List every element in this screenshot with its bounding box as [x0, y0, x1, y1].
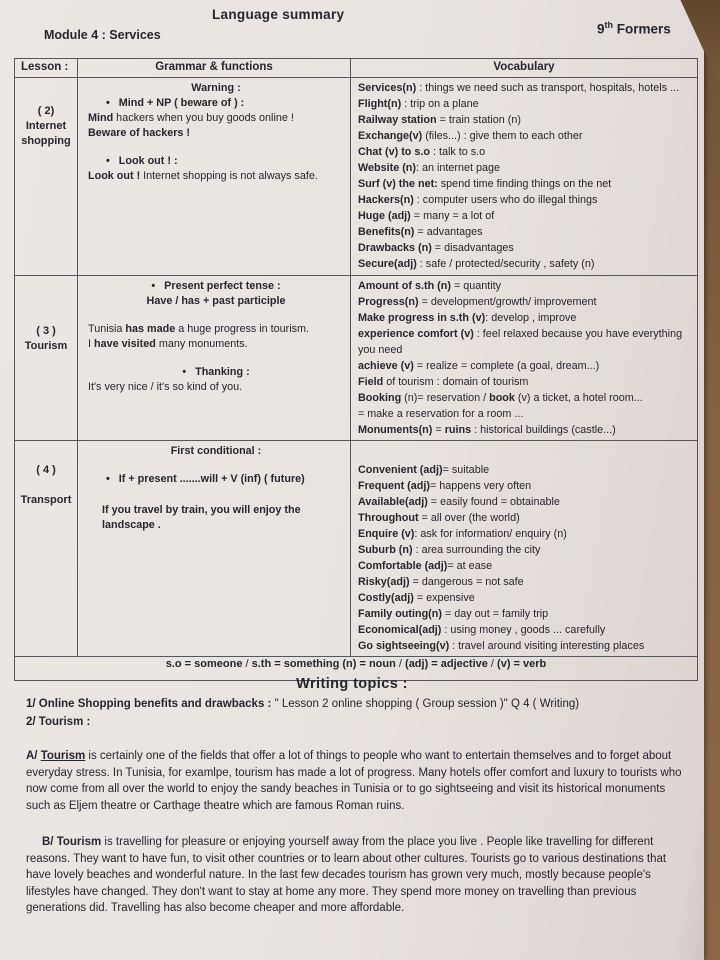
text-segment: Amount of s.th (n) — [358, 280, 451, 292]
text-segment: : area surrounding the city — [412, 544, 541, 556]
text-segment: = suitable — [442, 464, 490, 476]
paragraph-b — [26, 834, 690, 917]
lesson-line: Transport — [20, 494, 72, 506]
text-segment: Comfortable (adj) — [358, 560, 448, 572]
text-segment: Benefits(n) — [358, 226, 415, 238]
text-segment: Enquire (v) — [358, 528, 415, 540]
table-row-lesson-3-tourism — [15, 276, 698, 441]
text-segment: = easily found = obtainable — [427, 496, 560, 508]
text-segment: First conditional : — [170, 445, 262, 457]
text-segment: Booking — [358, 392, 402, 404]
vocab-line — [358, 144, 693, 160]
text-segment: Tunisia — [88, 323, 126, 335]
text-segment: many monuments. — [155, 338, 248, 350]
text-segment: Exchange(v) — [358, 130, 423, 142]
text-segment: Convenient (adj) — [358, 464, 443, 476]
lesson-cell-lesson-2-internet-shopping — [15, 78, 78, 276]
text-segment: is certainly one of the fields that offer a lot of things to people who want to entertain themselves and to forget about everyday stress. In Tunisia, for examlpe, tourism has made a lot of progress. Many hotels offer comfort and luxury to tourists who now come from all over the world to enjoy the sandy beaches in Tunisia or to go sightseeing and visit its historical monuments such as Eljem theatre or Carthage theatre which are famous Roman ruins. — [26, 750, 682, 812]
text-segment: (adj) = adjective — [405, 658, 488, 670]
grammar-line — [88, 126, 344, 141]
vocab-line — [358, 112, 693, 128]
text-segment: = expensive — [413, 592, 475, 604]
text-segment: spend time finding things on the net — [437, 178, 612, 190]
text-segment: / — [242, 658, 252, 670]
text-segment: Available(adj) — [358, 496, 428, 508]
table-row-lesson-2-internet-shopping — [15, 78, 698, 276]
vocab-line — [358, 358, 693, 374]
grammar-line — [88, 503, 344, 533]
text-segment: : feel relaxed because you have everything you need — [358, 328, 683, 356]
text-segment: Drawbacks (n) — [358, 242, 432, 254]
text-segment: : travel around visiting interesting places — [449, 640, 645, 652]
text-segment: has made — [125, 323, 176, 335]
text-segment: : an internet page — [416, 162, 501, 174]
vocab-cell-lesson-2-internet-shopping — [351, 78, 698, 276]
vocab-line — [358, 278, 693, 294]
lesson-line: ( 3 ) — [36, 325, 56, 337]
text-segment: Monuments(n) — [358, 424, 433, 436]
grammar-line — [88, 81, 344, 96]
vocab-cell-lesson-3-tourism — [351, 276, 698, 441]
text-segment: / — [395, 658, 406, 670]
text-segment: If + present .......will + V (inf) ( future) — [118, 473, 305, 485]
text-segment: = development/growth/ improvement — [418, 296, 597, 308]
text-segment: hackers when you buy goods online ! — [113, 112, 294, 124]
vocab-line — [358, 462, 693, 478]
vocab-line — [358, 390, 693, 406]
vocab-line — [358, 526, 693, 542]
text-segment: = quantity — [450, 280, 502, 292]
text-segment: Secure(adj) — [358, 258, 417, 270]
vocab-line — [358, 192, 693, 208]
document-header — [0, 0, 704, 56]
text-segment: A/ — [26, 750, 41, 762]
vocab-line — [358, 422, 693, 438]
text-segment: (v) a ticket, a hotel room... — [514, 392, 643, 404]
grammar-line — [88, 472, 344, 487]
vocab-line — [358, 494, 693, 510]
text-segment: of tourism : domain of tourism — [383, 376, 529, 388]
text-segment: (v) = verb — [497, 658, 547, 670]
text-segment: : talk to s.o — [429, 146, 486, 158]
text-segment: Tourism — [40, 750, 86, 762]
text-segment: : using money , goods ... carefully — [441, 624, 606, 636]
vocab-line — [358, 590, 693, 606]
vocab-line — [358, 310, 693, 326]
module-heading: Module 4 : Services — [44, 28, 161, 42]
text-segment: Services(n) — [358, 82, 417, 94]
text-segment: : historical buildings (castle...) — [471, 424, 616, 436]
vocab-line — [358, 128, 693, 144]
text-segment: = make a reservation for a room ... — [358, 408, 524, 420]
vocab-line — [358, 478, 693, 494]
vocab-line — [358, 406, 693, 422]
text-segment: = disadvantages — [431, 242, 514, 254]
vocab-line — [358, 224, 693, 240]
text-segment: 1/ Online Shopping benefits and drawbacks : — [26, 698, 272, 710]
text-segment: B/ Tourism — [42, 836, 102, 848]
grammar-line — [88, 154, 344, 169]
text-segment: = — [432, 424, 445, 436]
vocab-line — [358, 622, 693, 638]
vocab-line — [358, 374, 693, 390]
text-segment: experience comfort (v) — [358, 328, 474, 340]
text-segment: Mind — [88, 112, 114, 124]
text-segment: Hackers(n) — [358, 194, 414, 206]
lesson-line: Tourism — [24, 340, 68, 352]
vocab-line — [358, 542, 693, 558]
vocab-line — [358, 256, 693, 272]
text-segment: Family outing(n) — [358, 608, 442, 620]
text-segment: : trip on a plane — [401, 98, 479, 110]
writing-topics-list — [0, 696, 704, 730]
text-segment: Railway station — [358, 114, 437, 126]
lesson-cell-lesson-4-transport — [15, 441, 78, 657]
grammar-line — [88, 380, 344, 395]
text-segment: Huge (adj) — [358, 210, 411, 222]
text-segment: (n)= reservation / — [401, 392, 490, 404]
language-summary-table — [14, 58, 698, 681]
grammar-cell-lesson-2-internet-shopping — [78, 78, 351, 276]
text-segment: Warning : — [191, 82, 241, 94]
text-segment: s.o = someone — [165, 658, 243, 670]
page-title: Language summary — [212, 7, 345, 22]
text-segment: Field — [358, 376, 384, 388]
text-segment: Make progress in s.th (v) — [358, 312, 486, 324]
text-segment: Progress(n) — [358, 296, 419, 308]
vocab-line — [358, 326, 693, 358]
vocab-line — [358, 510, 693, 526]
text-segment: It's very nice / it's so kind of you. — [88, 381, 243, 393]
text-segment: Look out ! — [88, 170, 141, 182]
text-segment: Mind + NP ( beware of ) : — [118, 97, 245, 109]
grammar-line — [88, 111, 344, 126]
text-segment: Present perfect tense : — [164, 280, 281, 292]
vocab-line — [358, 638, 693, 654]
text-segment: = all over (the world) — [418, 512, 520, 524]
vocab-line — [358, 606, 693, 622]
formers-word: Formers — [613, 21, 671, 37]
vocab-line — [358, 208, 693, 224]
text-segment: achieve (v) — [358, 360, 414, 372]
text-segment: = day out = family trip — [441, 608, 549, 620]
lesson-line: shopping — [21, 135, 71, 147]
lesson-line — [16, 478, 76, 493]
text-segment: Costly(adj) — [358, 592, 414, 604]
text-segment: = advantages — [414, 226, 483, 238]
lesson-line: ( 4 ) — [36, 464, 56, 476]
lesson-line: Internet — [25, 120, 67, 132]
text-segment: : ask for information/ enquiry (n) — [414, 528, 567, 540]
formers-ordinal: th — [604, 20, 614, 30]
text-segment: Internet shopping is not always safe. — [140, 170, 318, 182]
vocab-line — [358, 176, 693, 192]
text-segment: 2/ Tourism : — [26, 716, 91, 728]
text-segment: Surf (v) the net: — [358, 178, 438, 190]
grammar-line — [88, 337, 344, 352]
grammar-line — [88, 322, 344, 337]
text-segment: ruins — [444, 424, 472, 436]
writing-topics-section — [0, 676, 704, 917]
col-header-grammar: Grammar & functions — [78, 59, 351, 78]
text-segment: : develop , improve — [485, 312, 577, 324]
text-segment: Flight(n) — [358, 98, 402, 110]
grammar-line — [88, 279, 344, 294]
vocab-line — [358, 80, 693, 96]
text-segment: (files...) : give them to each other — [422, 130, 583, 142]
writing-topic-2 — [26, 714, 694, 730]
vocab-line — [358, 160, 693, 176]
text-segment: = happens very often — [429, 480, 532, 492]
text-segment: Throughout — [358, 512, 419, 524]
text-segment: : computer users who do illegal things — [413, 194, 598, 206]
text-segment: = realize = complete (a goal, dream...) — [413, 360, 600, 372]
vocab-line — [358, 96, 693, 112]
text-segment: = dangerous = not safe — [409, 576, 524, 588]
text-segment: s.th = something (n) = noun — [251, 658, 396, 670]
text-segment: = many = a lot of — [410, 210, 495, 222]
text-segment: Beware of hackers ! — [88, 127, 191, 139]
text-segment: Chat (v) to s.o — [358, 146, 430, 158]
text-segment: : safe / protected/security , safety (n) — [416, 258, 595, 270]
col-header-lesson: Lesson : — [15, 59, 78, 78]
grammar-line — [88, 444, 344, 459]
lesson-cell-lesson-3-tourism — [15, 276, 78, 441]
vocab-line — [358, 240, 693, 256]
text-segment: I — [88, 338, 94, 350]
vocab-line — [358, 558, 693, 574]
lesson-line: ( 2) — [37, 105, 55, 117]
formers-label — [597, 20, 671, 37]
text-segment: have visited — [94, 338, 156, 350]
text-segment: Risky(adj) — [358, 576, 410, 588]
vocab-line — [358, 574, 693, 590]
writing-topics-heading: Writing topics : — [296, 676, 408, 692]
text-segment: Look out ! : — [118, 155, 178, 167]
text-segment: = at ease — [447, 560, 493, 572]
text-segment: Economical(adj) — [358, 624, 442, 636]
grammar-line — [88, 169, 344, 184]
text-segment: : things we need such as transport, hospitals, hotels ... — [416, 82, 680, 94]
text-segment: book — [489, 392, 515, 404]
grammar-line — [88, 96, 344, 111]
text-segment: If you travel by train, you will enjoy the landscape . — [102, 504, 301, 531]
grammar-line — [88, 294, 344, 309]
text-segment: Have / has + past participle — [146, 295, 286, 307]
text-segment: Frequent (adj) — [358, 480, 430, 492]
text-segment: is travelling for pleasure or enjoying yourself away from the place you live . People like travelling for different reasons. They want to have fun, to visit other countries or to learn about other cultures. Tourists go to various destinations that have lovely beaches and wonderful nature. In the last few decades tourism has grown very much, mostly because people's lifestyles have changed. They don't want to stay at home any more. They spend more money on travelling than previous generations did. Travelling has also become cheaper and more affordable. — [26, 836, 667, 914]
text-segment: a huge progress in tourism. — [175, 323, 310, 335]
formers-number: 9 — [597, 21, 605, 37]
vocab-line — [358, 294, 693, 310]
grammar-cell-lesson-4-transport — [78, 441, 351, 657]
text-segment: Thanking : — [195, 366, 250, 378]
text-segment: " Lesson 2 online shopping ( Group session )" Q 4 ( Writing) — [271, 698, 580, 710]
text-segment: Suburb (n) — [358, 544, 413, 556]
writing-topic-1 — [26, 696, 694, 712]
text-segment: = train station (n) — [436, 114, 521, 126]
grammar-line — [88, 365, 344, 380]
text-segment: Website (n) — [358, 162, 416, 174]
paragraph-a — [26, 748, 690, 814]
text-segment: / — [487, 658, 498, 670]
text-segment: Go sightseeing(v) — [358, 640, 450, 652]
table-header-row — [15, 59, 698, 78]
grammar-cell-lesson-3-tourism — [78, 276, 351, 441]
vocab-cell-lesson-4-transport — [351, 441, 698, 657]
writing-paragraphs — [0, 748, 704, 917]
col-header-vocabulary: Vocabulary — [351, 59, 698, 78]
table-row-lesson-4-transport — [15, 441, 698, 657]
